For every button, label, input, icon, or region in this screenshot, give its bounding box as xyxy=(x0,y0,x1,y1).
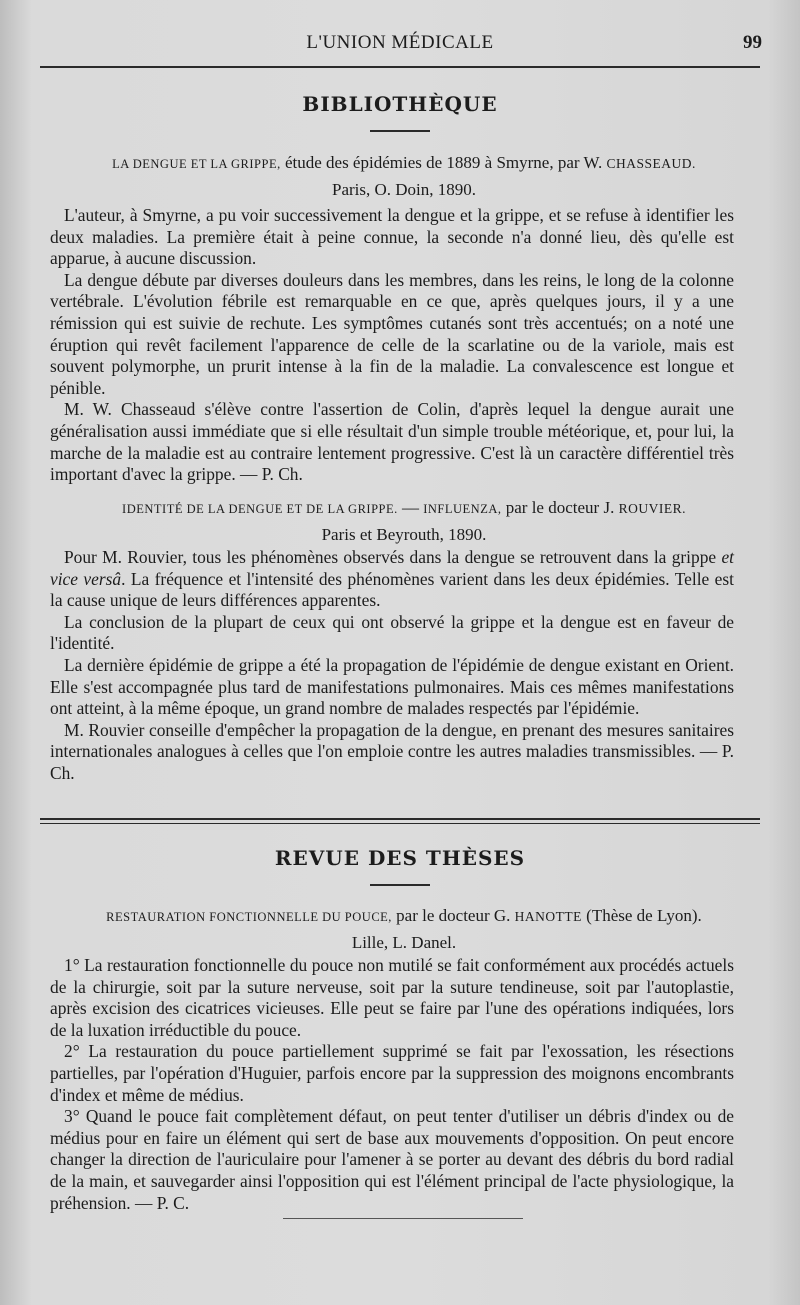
paragraph: M. Rouvier conseille d'empêcher la propagation de la dengue, en prenant des mesures sanitaires internationales analogues à celles que l'on emploie contre les autres maladies transmissibles. — P. Ch. xyxy=(50,719,734,783)
review-title-dengue-grippe xyxy=(48,150,760,202)
review-title-smallcaps: IDENTITÉ DE LA DENGUE ET DE LA GRIPPE. xyxy=(122,502,398,516)
section-rule xyxy=(370,130,430,132)
review-title-text: étude des épidémies de 1889 à Smyrne, par W. xyxy=(280,153,607,172)
page-header xyxy=(40,30,760,60)
paragraph: L'auteur, à Smyrne, a pu voir successivement la dengue et la grippe, et se refuse à identifier les deux maladies. La première était à peine connue, la seconde n'a donné lieu, dès qu'elle est apparue, à aucune discussion. xyxy=(50,205,734,269)
italic-phrase: et vice versâ xyxy=(50,547,734,589)
paragraph: La conclusion de la plupart de ceux qui ont observé la grippe et la dengue est en faveur de l'identité. xyxy=(50,611,734,654)
review-title-smallcaps: LA DENGUE ET LA GRIPPE, xyxy=(112,157,281,171)
end-rule xyxy=(283,1218,523,1219)
review-title-dash: — xyxy=(397,498,424,517)
paragraph: 1° La restauration fonctionnelle du pouce non mutilé se fait conformément aux procédés actuels de la chirurgie, soit par la suture nerveuse, soit par la suture tendineuse, soit par l'autoplastie, après excision des cicatrices vicieuses. Elle peut se faire par l'une des opérations indiquées, lors de la luxation irréductible du pouce. xyxy=(50,955,734,1040)
paragraph: 3° Quand le pouce fait complètement défaut, on peut tenter d'utiliser un débris d'index ou de médius pour en faire un élément qui sert de base aux mouvements d'opposition. On peut encore changer la direction de l'auriculaire pour l'amener à se porter au devant des débris du bord radial de la main, et sauvegarder ainsi l'opposition qui est l'élément principal de l'acte physiologique, la préhension. — P. C. xyxy=(50,1106,734,1213)
section-title-bibliotheque: BIBLIOTHÈQUE xyxy=(302,92,498,116)
paragraph: La dernière épidémie de grippe a été la propagation de l'épidémie de dengue existant en Orient. Elle s'est accompagnée plus tard de manifestations pulmonaires. Mais ces mêmes manifestations ont atteint, à la même époque, un grand nombre de malades respectés par l'épidémie. xyxy=(50,654,734,719)
page-number: 99 xyxy=(743,32,762,53)
review-title-text: par le docteur G. xyxy=(391,906,515,925)
running-head: L'UNION MÉDICALE xyxy=(306,32,494,53)
review-body-pouce xyxy=(50,955,734,1214)
review-title-text: par le docteur J. xyxy=(501,498,619,517)
section-divider xyxy=(40,818,760,824)
review-title-end: (Thèse de Lyon). xyxy=(581,906,702,925)
section-rule xyxy=(370,884,430,886)
review-title-identite xyxy=(48,495,760,547)
review-body-dengue-grippe xyxy=(50,205,734,486)
section-title-theses: REVUE DES THÈSES xyxy=(274,846,526,870)
review-author: CHASSEAUD. xyxy=(606,156,696,171)
review-title-smallcaps-2: INFLUENZA, xyxy=(423,502,502,516)
review-title-pouce xyxy=(48,903,760,955)
review-body-identite xyxy=(50,547,734,785)
paragraph: La dengue débute par diverses douleurs dans les membres, dans les reins, le long de la colonne vertébrale. L'évolution fébrile est remarquable en ce que, après quelques jours, il y a une rémission qui est suivie de rechute. Les symptômes cutanés sont très accentués; on a noté une éruption qui revêt facilement l'apparence de celle de la scarlatine ou de la variole, mais est souvent polymorphe, un prurit intense à la fin de la maladie. La convalescence est longue et pénible. xyxy=(50,269,734,398)
paragraph-text: Pour M. Rouvier, tous les phénomènes observés dans la dengue se retrouvent dans la grippe xyxy=(64,547,722,567)
review-title-smallcaps: RESTAURATION FONCTIONNELLE DU POUCE, xyxy=(106,910,392,924)
paragraph xyxy=(50,547,734,612)
paragraph: M. W. Chasseaud s'élève contre l'assertion de Colin, d'après lequel la dengue aurait une généralisation aussi immédiate que si elle résultait d'un simple trouble météorique, et, pour lui, la marche de la maladie est au contraire lentement progressive. C'est là un caractère différentiel très important d'avec la grippe. — P. Ch. xyxy=(50,399,734,485)
review-publisher: Paris et Beyrouth, 1890. xyxy=(321,525,487,544)
review-publisher: Paris, O. Doin, 1890. xyxy=(331,180,477,199)
review-author: HANOTTE xyxy=(514,909,582,924)
review-publisher: Lille, L. Danel. xyxy=(351,933,457,952)
paragraph: 2° La restauration du pouce partiellement supprimé se fait par l'exossation, les résections partielles, par l'opération d'Huguier, parfois encore par la suppression des moignons encombrants d'index et même de médius. xyxy=(50,1041,734,1105)
review-author: ROUVIER. xyxy=(618,501,686,516)
header-rule xyxy=(40,66,760,68)
paragraph-text: . La fréquence et l'intensité des phénomènes varient dans les deux épidémies. Telle est la cause unique de leurs différences apparentes. xyxy=(50,568,734,611)
